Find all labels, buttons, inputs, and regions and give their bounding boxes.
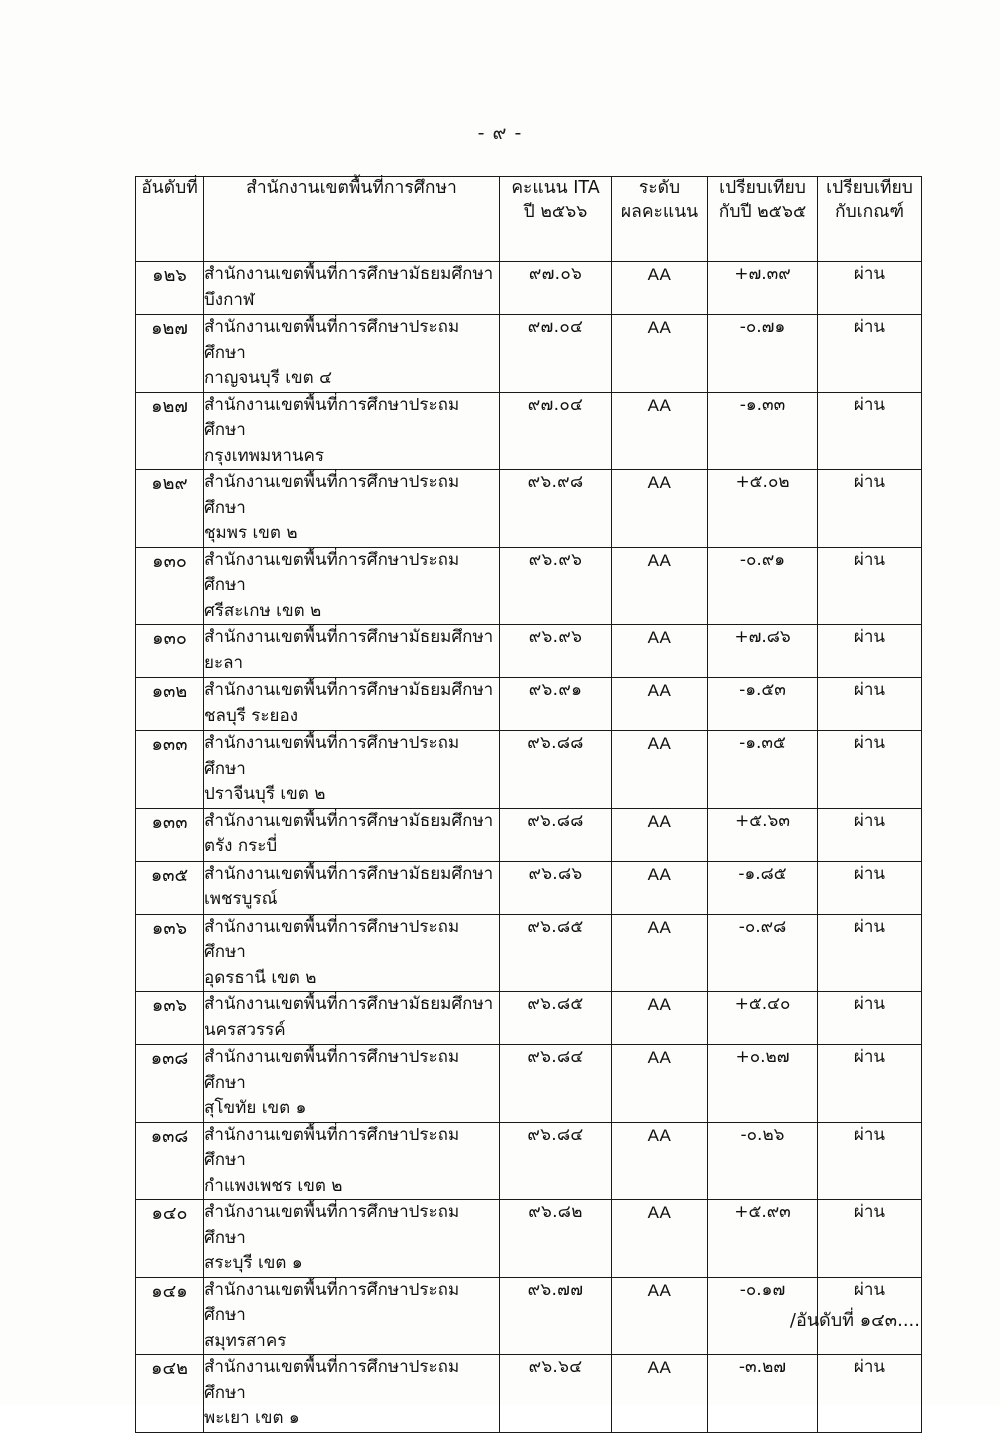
cell-office — [204, 678, 500, 731]
column-header-score — [500, 177, 612, 262]
cell-rank: ๑๒๗ — [136, 392, 204, 470]
column-header-level-line1: ระดับ — [638, 178, 681, 198]
cell-office-line1: สำนักงานเขตพื้นที่การศึกษาประถมศึกษา — [204, 1357, 460, 1403]
table-row — [136, 625, 922, 678]
table-row — [136, 262, 922, 315]
cell-office — [204, 547, 500, 625]
cell-level: AA — [612, 992, 708, 1045]
cell-rank: ๑๔๑ — [136, 1277, 204, 1355]
cell-score: ๙๗.๐๔ — [500, 392, 612, 470]
cell-office-line1: สำนักงานเขตพื้นที่การศึกษาประถมศึกษา — [204, 1047, 460, 1093]
cell-compare-criteria: ผ่าน — [818, 1045, 922, 1123]
cell-level: AA — [612, 470, 708, 548]
cell-office-line2: ปราจีนบุรี เขต ๒ — [204, 784, 326, 804]
cell-score: ๙๖.๙๖ — [500, 625, 612, 678]
table-row — [136, 731, 922, 809]
cell-office-line2: สมุทรสาคร — [204, 1330, 287, 1351]
cell-score: ๙๖.๘๕ — [500, 914, 612, 992]
cell-compare-2565: -๐.๙๘ — [708, 914, 818, 992]
cell-score: ๙๖.๙๘ — [500, 470, 612, 548]
cell-level: AA — [612, 808, 708, 861]
cell-office-line2: ชุมพร เขต ๒ — [204, 523, 298, 543]
cell-rank: ๑๓๖ — [136, 914, 204, 992]
cell-level: AA — [612, 315, 708, 393]
cell-score: ๙๖.๘๘ — [500, 808, 612, 861]
cell-office-line1: สำนักงานเขตพื้นที่การศึกษามัธยมศึกษา — [204, 680, 494, 700]
cell-compare-2565: +๕.๔๐ — [708, 992, 818, 1045]
cell-rank: ๑๓๕ — [136, 861, 204, 914]
cell-compare-criteria: ผ่าน — [818, 1277, 922, 1355]
cell-compare-criteria: ผ่าน — [818, 262, 922, 315]
table-row — [136, 315, 922, 393]
page-number: - ๙ - — [477, 122, 523, 144]
cell-rank: ๑๓๐ — [136, 547, 204, 625]
cell-office — [204, 1122, 500, 1200]
cell-score: ๙๖.๙๖ — [500, 547, 612, 625]
column-header-office — [204, 177, 500, 262]
cell-office-line2: ตรัง กระบี่ — [204, 836, 278, 856]
cell-score: ๙๗.๐๖ — [500, 262, 612, 315]
cell-compare-criteria: ผ่าน — [818, 1122, 922, 1200]
cell-rank: ๑๓๘ — [136, 1045, 204, 1123]
cell-compare-criteria: ผ่าน — [818, 470, 922, 548]
cell-compare-2565: +๕.๙๓ — [708, 1200, 818, 1278]
cell-office-line1: สำนักงานเขตพื้นที่การศึกษามัธยมศึกษา — [204, 810, 494, 831]
cell-office-line1: สำนักงานเขตพื้นที่การศึกษาประถมศึกษา — [204, 1124, 460, 1170]
column-header-compare-2565-line1: เปรียบเทียบ — [719, 178, 806, 198]
cell-compare-2565: +๕.๐๒ — [708, 470, 818, 548]
table-row — [136, 392, 922, 470]
cell-score: ๙๖.๘๔ — [500, 1122, 612, 1200]
column-header-rank-label: อันดับที่ — [141, 178, 198, 198]
cell-rank: ๑๓๐ — [136, 625, 204, 678]
column-header-compare-criteria-line2: กับเกณฑ์ — [834, 201, 905, 222]
cell-office-line2: นครสวรรค์ — [204, 1019, 286, 1040]
table-body — [136, 262, 922, 1433]
cell-compare-criteria: ผ่าน — [818, 731, 922, 809]
cell-compare-2565: +๐.๒๗ — [708, 1045, 818, 1123]
column-header-compare-criteria-line1: เปรียบเทียบ — [826, 178, 913, 198]
cell-office-line1: สำนักงานเขตพื้นที่การศึกษามัธยมศึกษา — [204, 264, 494, 284]
table-row — [136, 678, 922, 731]
column-header-compare-2565 — [708, 177, 818, 262]
cell-office — [204, 392, 500, 470]
cell-office-line2: อุดรธานี เขต ๒ — [204, 967, 317, 988]
cell-level: AA — [612, 262, 708, 315]
cell-compare-2565: -๐.๙๑ — [708, 547, 818, 625]
table-row — [136, 547, 922, 625]
cell-score: ๙๖.๘๕ — [500, 992, 612, 1045]
cell-compare-2565: -๑.๓๓ — [708, 392, 818, 470]
cell-compare-criteria: ผ่าน — [818, 315, 922, 393]
cell-rank: ๑๒๙ — [136, 470, 204, 548]
cell-office-line1: สำนักงานเขตพื้นที่การศึกษาประถมศึกษา — [204, 733, 460, 779]
continuation-note: /อันดับที่ ๑๔๓.... — [789, 1310, 920, 1331]
cell-score: ๙๖.๘๒ — [500, 1200, 612, 1278]
cell-level: AA — [612, 731, 708, 809]
cell-office-line2: กำแพงเพชร เขต ๒ — [204, 1175, 343, 1196]
column-header-compare-2565-line2: กับปี ๒๕๖๕ — [718, 201, 807, 222]
cell-office-line2: บึงกาฬ — [204, 289, 255, 310]
cell-compare-2565: -๐.๒๖ — [708, 1122, 818, 1200]
cell-compare-criteria: ผ่าน — [818, 625, 922, 678]
cell-office — [204, 992, 500, 1045]
column-header-rank — [136, 177, 204, 262]
cell-office — [204, 731, 500, 809]
cell-office-line2: เพชรบูรณ์ — [204, 889, 278, 909]
cell-rank: ๑๓๓ — [136, 731, 204, 809]
cell-office — [204, 262, 500, 315]
cell-office — [204, 808, 500, 861]
column-header-compare-criteria — [818, 177, 922, 262]
cell-rank: ๑๔๐ — [136, 1200, 204, 1278]
table-header-row — [136, 177, 922, 262]
cell-score: ๙๖.๘๔ — [500, 1045, 612, 1123]
cell-level: AA — [612, 547, 708, 625]
cell-compare-2565: +๕.๖๓ — [708, 808, 818, 861]
cell-office — [204, 1045, 500, 1123]
cell-level: AA — [612, 1122, 708, 1200]
cell-compare-2565: -๑.๘๕ — [708, 861, 818, 914]
column-header-office-label: สำนักงานเขตพื้นที่การศึกษา — [246, 178, 457, 198]
cell-office-line2: สระบุรี เขต ๑ — [204, 1253, 303, 1273]
cell-office-line1: สำนักงานเขตพื้นที่การศึกษาประถมศึกษา — [204, 1279, 460, 1325]
cell-compare-2565: -๐.๑๗ — [708, 1277, 818, 1355]
cell-score: ๙๖.๗๗ — [500, 1277, 612, 1355]
table-row — [136, 1200, 922, 1278]
table-row — [136, 470, 922, 548]
cell-compare-2565: -๐.๗๑ — [708, 315, 818, 393]
column-header-score-line2: ปี ๒๕๖๖ — [523, 201, 588, 222]
cell-office-line1: สำนักงานเขตพื้นที่การศึกษาประถมศึกษา — [204, 472, 460, 518]
cell-level: AA — [612, 861, 708, 914]
cell-score: ๙๖.๖๔ — [500, 1355, 612, 1433]
ita-ranking-table — [135, 176, 922, 1433]
table-row — [136, 992, 922, 1045]
cell-office-line2: กาญจนบุรี เขต ๔ — [204, 368, 332, 388]
cell-level: AA — [612, 1277, 708, 1355]
cell-rank: ๑๔๒ — [136, 1355, 204, 1433]
cell-office — [204, 625, 500, 678]
cell-score: ๙๖.๘๖ — [500, 861, 612, 914]
cell-score: ๙๖.๙๑ — [500, 678, 612, 731]
table-header — [136, 177, 922, 262]
cell-office — [204, 861, 500, 914]
cell-office-line1: สำนักงานเขตพื้นที่การศึกษามัธยมศึกษา — [204, 863, 494, 884]
cell-office-line1: สำนักงานเขตพื้นที่การศึกษามัธยมศึกษา — [204, 994, 494, 1014]
cell-office-line1: สำนักงานเขตพื้นที่การศึกษามัธยมศึกษา — [204, 627, 494, 647]
cell-level: AA — [612, 914, 708, 992]
cell-compare-criteria: ผ่าน — [818, 1200, 922, 1278]
cell-level: AA — [612, 678, 708, 731]
cell-rank: ๑๒๗ — [136, 315, 204, 393]
table-row — [136, 1355, 922, 1433]
cell-office-line2: ยะลา — [204, 652, 244, 673]
table-row — [136, 1045, 922, 1123]
cell-level: AA — [612, 1355, 708, 1433]
cell-compare-criteria: ผ่าน — [818, 914, 922, 992]
cell-compare-criteria: ผ่าน — [818, 678, 922, 731]
cell-office-line1: สำนักงานเขตพื้นที่การศึกษาประถมศึกษา — [204, 916, 460, 962]
cell-rank: ๑๓๓ — [136, 808, 204, 861]
cell-compare-2565: -๑.๓๕ — [708, 731, 818, 809]
cell-office-line2: สุโขทัย เขต ๑ — [204, 1098, 307, 1118]
table-row — [136, 914, 922, 992]
cell-rank: ๑๒๖ — [136, 262, 204, 315]
column-header-level-line2: ผลคะแนน — [620, 201, 699, 222]
cell-compare-criteria: ผ่าน — [818, 1355, 922, 1433]
cell-level: AA — [612, 625, 708, 678]
cell-office-line2: ชลบุรี ระยอง — [204, 705, 299, 726]
cell-office — [204, 470, 500, 548]
cell-score: ๙๖.๘๘ — [500, 731, 612, 809]
cell-office-line1: สำนักงานเขตพื้นที่การศึกษาประถมศึกษา — [204, 549, 460, 595]
cell-compare-criteria: ผ่าน — [818, 992, 922, 1045]
cell-compare-criteria: ผ่าน — [818, 547, 922, 625]
cell-rank: ๑๓๘ — [136, 1122, 204, 1200]
cell-level: AA — [612, 1200, 708, 1278]
cell-office-line1: สำนักงานเขตพื้นที่การศึกษาประถมศึกษา — [204, 394, 460, 440]
ita-ranking-table-container — [135, 176, 921, 1433]
cell-compare-2565: -๑.๕๓ — [708, 678, 818, 731]
cell-office — [204, 1355, 500, 1433]
cell-office-line1: สำนักงานเขตพื้นที่การศึกษาประถมศึกษา — [204, 317, 460, 363]
cell-office — [204, 1200, 500, 1278]
column-header-level — [612, 177, 708, 262]
table-row — [136, 1122, 922, 1200]
table-row — [136, 808, 922, 861]
cell-office-line2: กรุงเทพมหานคร — [204, 445, 325, 466]
cell-office — [204, 315, 500, 393]
cell-compare-2565: -๓.๒๗ — [708, 1355, 818, 1433]
cell-rank: ๑๓๖ — [136, 992, 204, 1045]
cell-compare-criteria: ผ่าน — [818, 392, 922, 470]
column-header-score-line1: คะแนน ITA — [511, 178, 600, 198]
cell-level: AA — [612, 392, 708, 470]
cell-level: AA — [612, 1045, 708, 1123]
cell-compare-2565: +๗.๓๙ — [708, 262, 818, 315]
cell-compare-2565: +๗.๘๖ — [708, 625, 818, 678]
cell-compare-criteria: ผ่าน — [818, 808, 922, 861]
cell-rank: ๑๓๒ — [136, 678, 204, 731]
cell-office-line1: สำนักงานเขตพื้นที่การศึกษาประถมศึกษา — [204, 1202, 460, 1248]
cell-office-line2: ศรีสะเกษ เขต ๒ — [204, 600, 322, 621]
cell-compare-criteria: ผ่าน — [818, 861, 922, 914]
cell-office-line2: พะเยา เขต ๑ — [204, 1408, 300, 1428]
cell-score: ๙๗.๐๔ — [500, 315, 612, 393]
table-row — [136, 861, 922, 914]
cell-office — [204, 914, 500, 992]
